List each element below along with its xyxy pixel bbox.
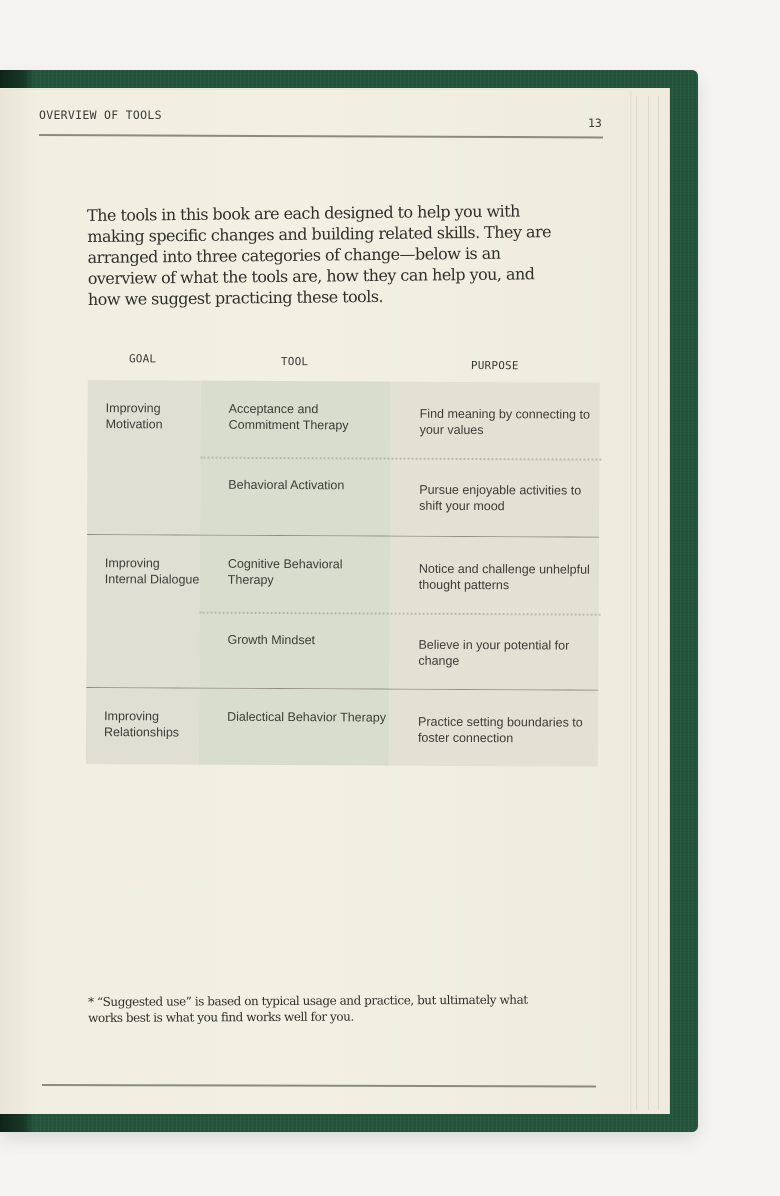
purpose-cell: Believe in your potential for change <box>389 613 598 690</box>
table-row <box>199 689 598 767</box>
column-header-purpose: PURPOSE <box>470 359 519 373</box>
book-page <box>0 90 630 1114</box>
column-header-goal: GOAL <box>128 352 157 366</box>
purpose-cell: Pursue enjoyable activities to shift your mood <box>390 458 599 537</box>
page-number: 13 <box>588 116 602 130</box>
tools-overview-table <box>88 352 600 746</box>
purpose-cell: Notice and challenge unhelpful thought patterns <box>390 537 599 614</box>
running-head: OVERVIEW OF TOOLS <box>39 108 162 122</box>
tool-cell: Cognitive Behavioral Therapy <box>200 536 390 613</box>
table-row <box>199 612 598 690</box>
table-row <box>200 536 599 614</box>
tool-cell: Acceptance and Commitment Therapy <box>200 381 390 458</box>
table-row <box>200 457 599 537</box>
purpose-cell: Find meaning by connecting to your values <box>390 382 599 459</box>
header-divider <box>39 134 603 138</box>
goal-cell: Improving Internal Dialogue <box>86 535 200 688</box>
column-header-tool: TOOL <box>280 355 309 369</box>
footnote: * “Suggested use” is based on typical usage and practice, but ultimately what works best is what you find works well for you. <box>88 992 528 1025</box>
table-group-relationships <box>86 688 598 767</box>
purpose-cell: Practice setting boundaries to foster connection <box>389 690 598 767</box>
goal-cell: Improving Motivation <box>87 380 201 535</box>
tool-cell: Growth Mindset <box>199 612 389 689</box>
table-row <box>200 381 599 459</box>
table-group-motivation <box>87 380 600 538</box>
footer-divider <box>42 1084 596 1087</box>
table-body <box>86 380 600 767</box>
table-group-internal-dialogue <box>86 535 599 691</box>
intro-paragraph: The tools in this book are each designed to help you with making specific changes and building related skills. They are arranged into three categories of change—below is an overview of what the tools are, how they can help you, and how we suggest practicing these tools. <box>87 201 552 309</box>
goal-cell: Improving Relationships <box>86 688 199 765</box>
tool-cell: Dialectical Behavior Therapy <box>199 689 389 766</box>
tool-cell: Behavioral Activation <box>200 457 390 536</box>
